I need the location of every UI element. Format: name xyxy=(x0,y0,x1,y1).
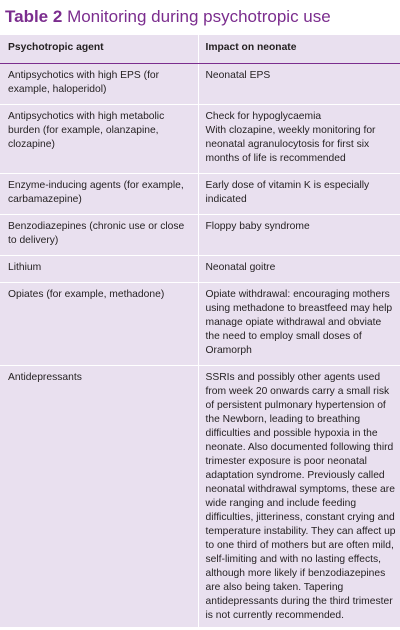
table-row xyxy=(0,64,400,105)
impact-cell xyxy=(198,64,400,105)
impact-line: Neonatal EPS xyxy=(206,69,397,83)
agent-cell: Antipsychotics with high metabolic burden (for example, olanzapine, clozapine) xyxy=(0,105,198,174)
agent-cell: Opiates (for example, methadone) xyxy=(0,283,198,366)
impact-cell xyxy=(198,174,400,215)
table-panel xyxy=(0,35,400,627)
column-header-impact: Impact on neonate xyxy=(198,35,400,64)
agent-cell: Antidepressants xyxy=(0,366,198,630)
agent-cell: Antipsychotics with high EPS (for example, haloperidol) xyxy=(0,64,198,105)
table-row xyxy=(0,366,400,630)
table-number: Table 2 xyxy=(5,7,62,26)
table-row xyxy=(0,215,400,256)
impact-cell xyxy=(198,366,400,630)
impact-line: Check for hypoglycaemia xyxy=(206,110,397,124)
impact-line: SSRIs and possibly other agents used from week 20 onwards carry a small risk of persistent pulmonary hypertension of the Newborn, leading to breathing difficulties and possible hypoxia in the neonate. Also documented following third trimester exposure is poor neonatal adaptation syndrome. Previously called neonatal withdrawal symptoms, these are wide ranging and include feeding difficulties, jitteriness, constant crying and temperature instability. They can affect up to one third of mothers but are often mild, self-limiting and with no lasting effects, although more likely if benzodiazepines are also being taken. Tapering antidepressants during the third trimester is not currently recommended. xyxy=(206,371,397,623)
impact-cell xyxy=(198,105,400,174)
table-row xyxy=(0,174,400,215)
table-row xyxy=(0,256,400,283)
impact-cell xyxy=(198,283,400,366)
table-header-row xyxy=(0,35,400,64)
impact-cell xyxy=(198,215,400,256)
impact-line: With clozapine, weekly monitoring for neonatal agranulocytosis for first six months of life is recommended xyxy=(206,124,397,166)
table-caption xyxy=(0,0,400,35)
agent-cell: Benzodiazepines (chronic use or close to delivery) xyxy=(0,215,198,256)
agent-cell: Enzyme-inducing agents (for example, carbamazepine) xyxy=(0,174,198,215)
table-title: Monitoring during psychotropic use xyxy=(67,7,331,26)
impact-cell xyxy=(198,256,400,283)
table-row xyxy=(0,105,400,174)
impact-line: Early dose of vitamin K is especially indicated xyxy=(206,179,397,207)
impact-line: Neonatal goitre xyxy=(206,261,397,275)
column-header-agent: Psychotropic agent xyxy=(0,35,198,64)
agent-cell: Lithium xyxy=(0,256,198,283)
monitoring-table xyxy=(0,35,400,630)
table-row xyxy=(0,283,400,366)
impact-line: Opiate withdrawal: encouraging mothers using methadone to breastfeed may help manage opiate withdrawal and obviate the need to employ small doses of Oramorph xyxy=(206,288,397,358)
impact-line: Floppy baby syndrome xyxy=(206,220,397,234)
